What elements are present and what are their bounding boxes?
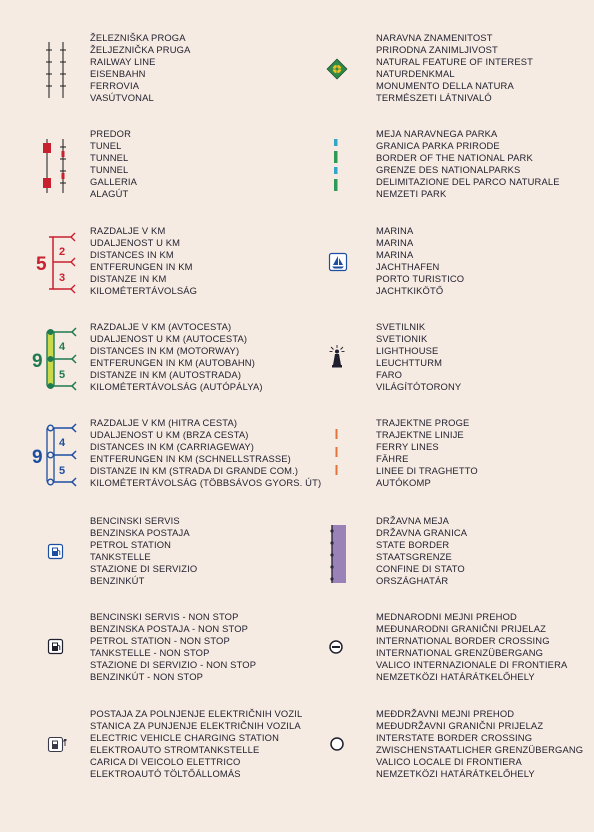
label-line: VASÚTVONAL: [90, 92, 154, 104]
label-line: NATURDENKMAL: [376, 68, 455, 80]
label-line: DISTANZE IN KM (STRADA DI GRANDE COM.): [90, 465, 299, 477]
label-line: BENCINSKI SERVIS - NON STOP: [90, 611, 239, 622]
distance-marker-icon: [33, 233, 79, 293]
label-line: VALICO INTERNAZIONALE DI FRONTIERA: [376, 659, 568, 671]
expressway-distance-part-label: 5: [59, 465, 66, 477]
label-line: UDALJENOST U KM (AUTOCESTA): [90, 333, 248, 345]
natural-feature-icon: [327, 59, 347, 79]
label-line: MEĐUNARODNI GRANIČNI PRIJELAZ: [376, 623, 546, 635]
label-line: MEDNARODNI MEJNI PREHOD: [376, 611, 517, 622]
label-line: BENZINKÚT - NON STOP: [90, 671, 204, 683]
petrol-station-label: [90, 515, 197, 588]
label-line: DRŽAVNA GRANICA: [376, 527, 468, 539]
label-line: ZWISCHENSTAATLICHER GRENZÜBERGANG: [376, 744, 584, 756]
label-line: FARO: [376, 369, 403, 381]
tunnel-icon: [40, 139, 70, 193]
label-line: KILOMÉTERTÁVOLSÁG: [90, 285, 198, 297]
label-line: MARINA: [376, 249, 414, 261]
petrol-station-icon: [48, 544, 63, 559]
label-line: BENZINKÚT: [90, 575, 145, 587]
label-line: AUTÓKOMP: [376, 477, 431, 489]
motorway-distance-marker-icon: [31, 327, 81, 391]
label-line: PETROL STATION: [90, 539, 172, 551]
label-line: GRENZE DES NATIONALPARKS: [376, 164, 521, 176]
expressway-distance-label: [90, 417, 321, 490]
lighthouse-label: [376, 321, 461, 394]
tunnel-label: [90, 128, 137, 201]
interstate-border-crossing-icon: [330, 737, 344, 751]
label-line: LIGHTHOUSE: [376, 345, 439, 357]
label-line: KILOMÉTERTÁVOLSÁG (AUTÓPÁLYA): [90, 381, 263, 393]
railway-icon: [42, 42, 70, 98]
label-line: MARINA: [376, 237, 414, 249]
label-line: JACHTHAFEN: [376, 261, 440, 273]
label-line: ELEKTROAUTO STROMTANKSTELLE: [90, 744, 260, 756]
distance-total-label: 5: [36, 254, 47, 275]
label-line: MEJA NARAVNEGA PARKA: [376, 128, 498, 139]
label-line: ŽELEZNIŠKA PROGA: [90, 32, 186, 43]
label-line: TERMÉSZETI LÁTNIVALÓ: [376, 92, 492, 104]
label-line: ELECTRIC VEHICLE CHARGING STATION: [90, 732, 280, 744]
label-line: DRŽAVNA MEJA: [376, 515, 449, 526]
label-line: BENCINSKI SERVIS: [90, 515, 180, 526]
motorway-distance-part-label: 5: [59, 369, 66, 381]
distance-part-label: 2: [59, 246, 66, 258]
label-line: TUNNEL: [90, 164, 129, 176]
label-line: PORTO TURISTICO: [376, 273, 465, 285]
label-line: FÄHRE: [376, 453, 409, 465]
petrol-station-nonstop-label: [90, 611, 256, 684]
label-line: RAZDALJE V KM (HITRA CESTA): [90, 417, 238, 428]
distance-label: [90, 225, 197, 298]
label-line: JACHTKIKÖTŐ: [376, 285, 444, 297]
label-line: ENTFERUNGEN IN KM (SCHNELLSTRASSE): [90, 453, 291, 465]
label-line: LEUCHTTURM: [376, 357, 443, 369]
label-line: STANICA ZA PUNJENJE ELEKTRIČNIH VOZILA: [90, 720, 301, 732]
label-line: BENZINSKA POSTAJA - NON STOP: [90, 623, 249, 635]
label-line: ENTFERUNGEN IN KM (AUTOBAHN): [90, 357, 255, 369]
natural-feature-label: [376, 32, 533, 105]
label-line: DISTANZE IN KM: [90, 273, 167, 285]
label-line: FERRY LINES: [376, 441, 439, 453]
lighthouse-icon: [329, 345, 345, 369]
label-line: TANKSTELLE - NON STOP: [90, 647, 210, 659]
label-line: ELEKTROAUTÓ TÖLTŐÁLLOMÁS: [90, 768, 241, 780]
label-line: PRIRODNA ZANIMLJIVOST: [376, 44, 498, 56]
label-line: UDALJENOST U KM (BRZA CESTA): [90, 429, 249, 441]
marina-icon: [329, 253, 347, 271]
label-line: INTERNATIONAL GRENZÜBERGANG: [376, 647, 544, 659]
label-line: RAZDALJE V KM: [90, 225, 166, 236]
label-line: TUNEL: [90, 140, 122, 152]
label-line: GRANICA PARKA PRIRODE: [376, 140, 500, 152]
expressway-distance-marker-icon: [31, 423, 81, 487]
label-line: ALAGÚT: [90, 188, 129, 200]
motorway-distance-label: [90, 321, 263, 394]
label-line: STATE BORDER: [376, 539, 450, 551]
state-border-label: [376, 515, 467, 588]
label-line: KILOMÉTERTÁVOLSÁG (TÖBBSÁVOS GYORS. ÚT): [90, 477, 322, 489]
international-border-crossing-label: [376, 611, 567, 684]
label-line: RAILWAY LINE: [90, 56, 156, 68]
label-line: PREDOR: [90, 128, 132, 139]
label-line: TANKSTELLE: [90, 551, 151, 563]
ferry-line-icon: [334, 429, 340, 479]
label-line: BORDER OF THE NATIONAL PARK: [376, 152, 533, 164]
label-line: NATURAL FEATURE OF INTEREST: [376, 56, 534, 68]
state-border-icon: [326, 525, 348, 583]
label-line: RAZDALJE V KM (AVTOCESTA): [90, 321, 232, 332]
label-line: INTERSTATE BORDER CROSSING: [376, 732, 533, 744]
label-line: GALLERIA: [90, 176, 138, 188]
label-line: POSTAJA ZA POLNJENJE ELEKTRIČNIH VOZIL: [90, 708, 303, 719]
label-line: DISTANCES IN KM (MOTORWAY): [90, 345, 240, 357]
label-line: DELIMITAZIONE DEL PARCO NATURALE: [376, 176, 560, 188]
expressway-distance-part-label: 4: [59, 437, 66, 449]
railway-label: [90, 32, 191, 105]
ferry-line-label: [376, 417, 478, 490]
label-line: ORSZÁGHATÁR: [376, 575, 449, 587]
label-line: DISTANCES IN KM (CARRIAGEWAY): [90, 441, 255, 453]
label-line: ŽELJEZNIČKA PRUGA: [90, 44, 191, 56]
label-line: STAZIONE DI SERVIZIO: [90, 563, 198, 575]
label-line: UDALJENOST U KM: [90, 237, 181, 249]
label-line: FERROVIA: [90, 80, 140, 92]
distance-part-label: 3: [59, 272, 66, 284]
label-line: NEMZETI PARK: [376, 188, 447, 200]
national-park-border-label: [376, 128, 560, 201]
label-line: INTERNATIONAL BORDER CROSSING: [376, 635, 550, 647]
label-line: PETROL STATION - NON STOP: [90, 635, 230, 647]
label-line: MEĐDRŽAVNI MEJNI PREHOD: [376, 708, 515, 719]
petrol-station-nonstop-icon: [48, 639, 63, 654]
motorway-distance-part-label: 4: [59, 341, 66, 353]
ev-charging-station-icon: [48, 737, 68, 752]
label-line: VILÁGÍTÓTORONY: [376, 381, 462, 393]
label-line: CONFINE DI STATO: [376, 563, 465, 575]
label-line: TUNNEL: [90, 152, 129, 164]
label-line: TRAJEKTNE PROGE: [376, 417, 470, 428]
label-line: NEMZETKÖZI HATÁRÁTKELŐHELY: [376, 768, 535, 780]
marina-label: [376, 225, 464, 298]
label-line: MONUMENTO DELLA NATURA: [376, 80, 514, 92]
expressway-distance-total-label: 9: [32, 447, 43, 468]
label-line: STAZIONE DI SERVIZIO - NON STOP: [90, 659, 257, 671]
interstate-border-crossing-label: [376, 708, 583, 781]
label-line: NEMZETKÖZI HATÁRÁTKELŐHELY: [376, 671, 535, 683]
motorway-distance-total-label: 9: [32, 351, 43, 372]
label-line: SVETILNIK: [376, 321, 426, 332]
international-border-crossing-icon: [329, 640, 343, 654]
label-line: NARAVNA ZNAMENITOST: [376, 32, 493, 43]
label-line: BENZINSKA POSTAJA: [90, 527, 190, 539]
label-line: CARICA DI VEICOLO ELETTRICO: [90, 756, 241, 768]
label-line: MEĐUDRŽAVNI GRANIČNI PRIJELAZ: [376, 720, 544, 732]
label-line: SVETIONIK: [376, 333, 428, 345]
label-line: DISTANCES IN KM: [90, 249, 174, 261]
label-line: STAATSGRENZE: [376, 551, 452, 563]
label-line: MARINA: [376, 225, 414, 236]
national-park-border-icon: [331, 139, 341, 193]
ev-charging-station-label: [90, 708, 302, 781]
label-line: VALICO LOCALE DI FRONTIERA: [376, 756, 522, 768]
label-line: TRAJEKTNE LINIJE: [376, 429, 464, 441]
label-line: LINEE DI TRAGHETTO: [376, 465, 478, 477]
label-line: EISENBAHN: [90, 68, 146, 80]
label-line: DISTANZE IN KM (AUTOSTRADA): [90, 369, 242, 381]
label-line: ENTFERUNGEN IN KM: [90, 261, 193, 273]
